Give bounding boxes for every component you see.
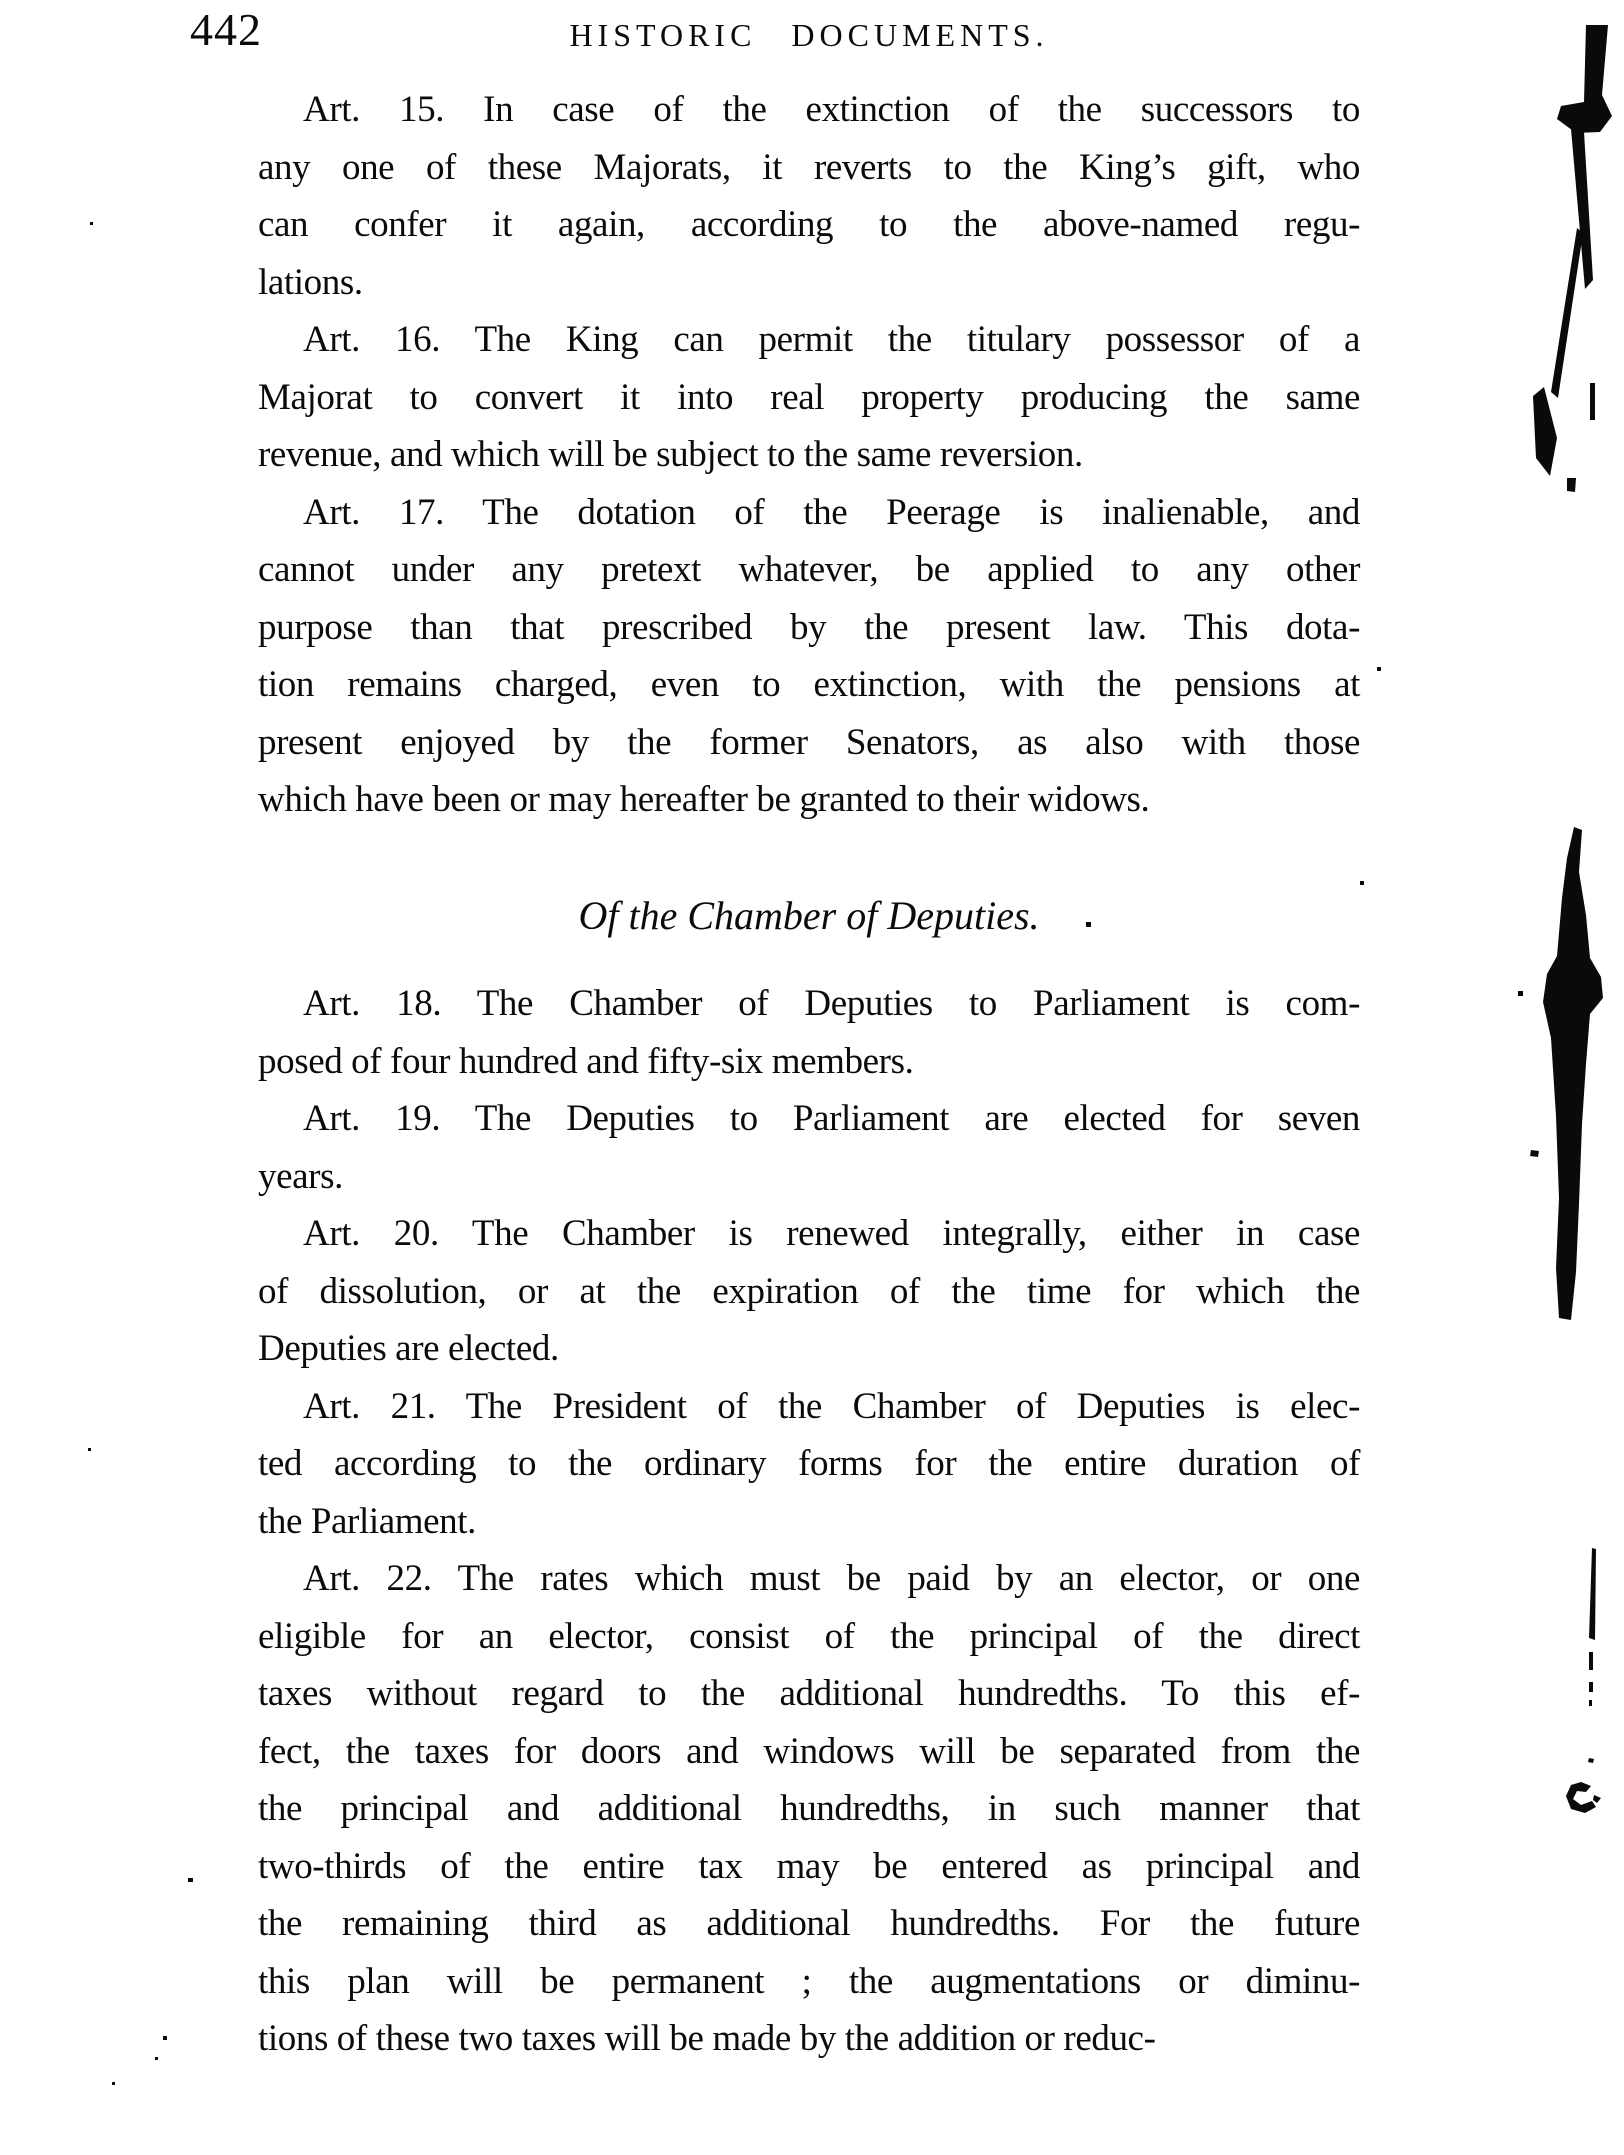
text-line: present enjoyed by the former Senators, as also with those (258, 721, 1360, 763)
paragraph-art-22 (258, 1550, 1360, 2068)
ink-dash-right (1590, 383, 1595, 420)
text-line: Art. 20. The Chamber is renewed integrally, either in case (303, 1213, 1360, 1254)
paragraph-art-17 (258, 484, 1360, 829)
ink-dash (1589, 1700, 1592, 1706)
running-title: HISTORIC DOCUMENTS. (569, 17, 1049, 53)
speck (155, 2057, 158, 2060)
speck (90, 222, 93, 225)
paragraph-art-20 (258, 1205, 1360, 1378)
speck (1377, 667, 1381, 671)
speck (188, 1878, 193, 1882)
text-line: can confer it again, according to the above-named regu- (258, 204, 1360, 245)
ink-blob-right (1533, 387, 1557, 476)
text-line: Art. 22. The rates which must be paid by an elector, or one (303, 1558, 1360, 1599)
text-line: Art. 18. The Chamber of Deputies to Parliament is com- (303, 983, 1360, 1024)
ink-line-right-lower (1589, 1548, 1596, 1640)
paragraph-art-16 (258, 311, 1360, 484)
text-line: Art. 17. The dotation of the Peerage is inalienable, and (303, 491, 1360, 533)
text-line: the Parliament. (258, 1500, 476, 1542)
speck (163, 2036, 167, 2040)
speck (112, 2082, 115, 2085)
ink-streak-thin-right (1551, 228, 1583, 398)
ink-streak-right-middle (1543, 827, 1603, 1320)
text-line: purpose than that prescribed by the present law. This dota- (258, 606, 1360, 648)
text-line: any one of these Majorats, it reverts to the King’s gift, who (258, 146, 1360, 188)
ink-blot-top-right (1557, 25, 1612, 133)
text-line: revenue, and which will be subject to the same reversion. (258, 434, 1083, 475)
text-line: Deputies are elected. (258, 1328, 559, 1369)
paragraph-art-19 (258, 1090, 1360, 1205)
text-line: lations. (258, 261, 363, 303)
text-line: Art. 21. The President of the Chamber of Deputies is elec- (303, 1385, 1360, 1427)
text-line: Art. 15. In case of the extinction of the successors to (303, 89, 1360, 130)
text-line: Majorat to convert it into real property producing the same (258, 376, 1360, 418)
ink-dash (1589, 1652, 1593, 1670)
speck (1518, 991, 1523, 996)
paragraph-art-18 (258, 975, 1360, 1090)
text-line: cannot under any pretext whatever, be applied to any other (258, 549, 1360, 590)
speck (1530, 1150, 1539, 1157)
section-heading: Of the Chamber of Deputies. (578, 892, 1040, 938)
text-line: two-thirds of the entire tax may be entered as principal and (258, 1845, 1360, 1887)
ink-dot-right (1567, 478, 1576, 492)
text-line: tion remains charged, even to extinction, with the pensions at (258, 664, 1360, 705)
text-line: taxes without regard to the additional hundredths. To this ef- (258, 1673, 1360, 1714)
speck (88, 1448, 91, 1451)
text-line: which have been or may hereafter be granted to their widows. (258, 779, 1150, 820)
text-line: Art. 16. The King can permit the titulary possessor of a (303, 319, 1360, 360)
text-line: years. (258, 1155, 343, 1197)
page-number: 442 (190, 4, 262, 55)
ink-streak-top-right (1571, 129, 1593, 289)
speck (1360, 881, 1364, 885)
paragraph-art-15 (258, 81, 1360, 311)
text-line: this plan will be permanent ; the augmentations or diminu- (258, 1960, 1360, 2002)
speck (1593, 1795, 1601, 1803)
text-line: posed of four hundred and fifty-six members. (258, 1040, 914, 1082)
ink-blot-right-bottom (1566, 1782, 1596, 1813)
text-line: of dissolution, or at the expiration of the time for which the (258, 1270, 1360, 1312)
text-line: ted according to the ordinary forms for the entire duration of (258, 1443, 1360, 1484)
paragraph-art-21 (258, 1378, 1360, 1551)
text-line: the remaining third as additional hundredths. For the future (258, 1903, 1360, 1944)
text-line: tions of these two taxes will be made by the addition or reduc- (258, 2018, 1156, 2059)
text-line: the principal and additional hundredths, in such manner that (258, 1788, 1360, 1829)
page-body (258, 81, 1360, 2068)
text-line: eligible for an elector, consist of the principal of the direct (258, 1615, 1360, 1657)
speck (1588, 1758, 1594, 1763)
ink-dash (1589, 1682, 1593, 1692)
text-line: fect, the taxes for doors and windows will be separated from the (258, 1730, 1360, 1772)
text-line: Art. 19. The Deputies to Parliament are elected for seven (303, 1098, 1360, 1139)
